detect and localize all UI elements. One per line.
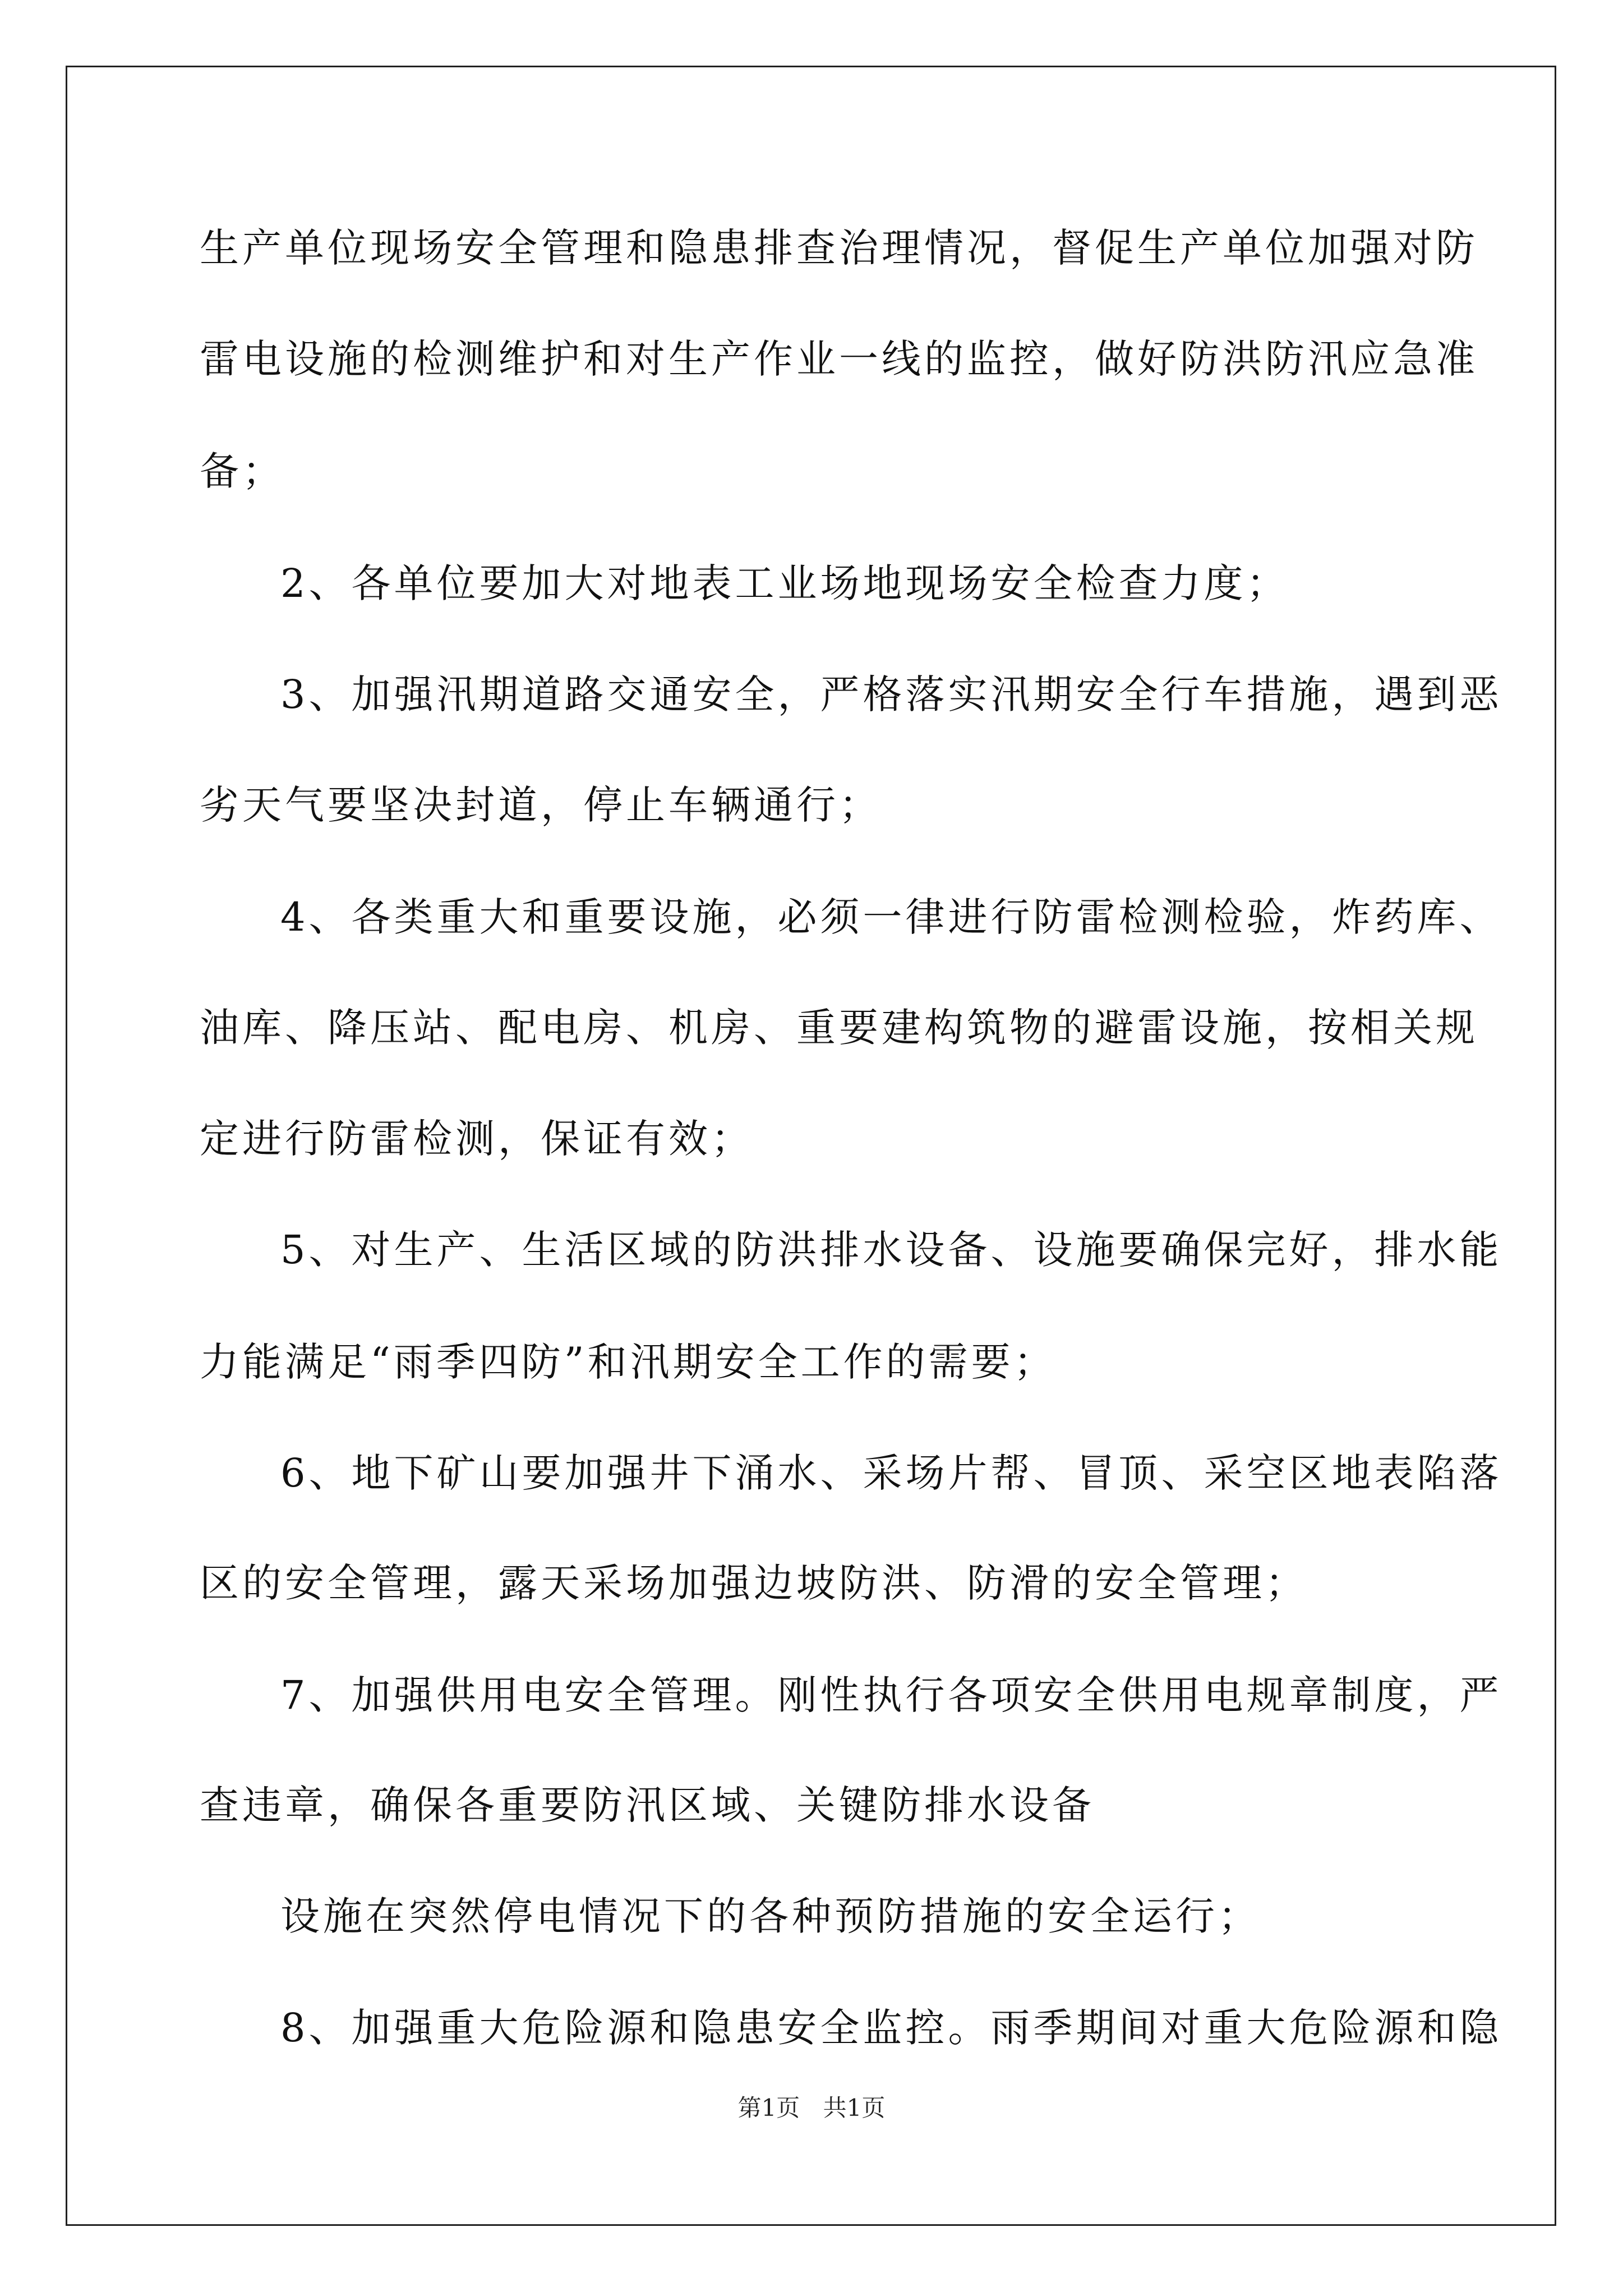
- text-line-9: 定进行防雷检测，保证有效；: [200, 1116, 754, 1162]
- text-line-17: 8、加强重大危险源和隐患安全监控。雨季期间对重大危险源和隐: [280, 2005, 1502, 2051]
- text-line-7: 4、各类重大和重要设施，必须一律进行防雷检测检验，炸药库、: [280, 894, 1502, 940]
- text-line-8: 油库、降压站、配电房、机房、重要建构筑物的避雷设施，按相关规: [200, 1005, 1478, 1051]
- text-line-2: 雷电设施的检测维护和对生产作业一线的监控，做好防洪防汛应急准: [200, 336, 1478, 382]
- text-line-5: 3、加强汛期道路交通安全，严格落实汛期安全行车措施，遇到恶: [280, 671, 1502, 717]
- text-line-4: 2、各单位要加大对地表工业场地现场安全检查力度；: [280, 560, 1289, 606]
- text-line-14: 7、加强供用电安全管理。刚性执行各项安全供用电规章制度，严: [280, 1672, 1502, 1718]
- text-line-11: 力能满足“雨季四防”和汛期安全工作的需要；: [200, 1339, 1057, 1385]
- text-line-16: 设施在突然停电情况下的各种预防措施的安全运行；: [280, 1893, 1261, 1939]
- text-line-15: 查违章，确保各重要防汛区域、关键防排水设备: [200, 1782, 1095, 1828]
- text-line-10: 5、对生产、生活区域的防洪排水设备、设施要确保完好，排水能: [280, 1227, 1502, 1273]
- text-line-1: 生产单位现场安全管理和隐患排查治理情况，督促生产单位加强对防: [200, 225, 1478, 271]
- text-line-6: 劣天气要坚决封道，停止车辆通行；: [200, 782, 882, 828]
- page-number-total: 共1页: [823, 2094, 886, 2122]
- text-line-3: 备；: [200, 448, 285, 494]
- page-footer: [0, 2091, 1623, 2125]
- page-number-current: 第1页: [737, 2094, 800, 2122]
- text-line-13: 区的安全管理，露天采场加强边坡防洪、防滑的安全管理；: [200, 1560, 1308, 1606]
- text-line-12: 6、地下矿山要加强井下涌水、采场片帮、冒顶、采空区地表陷落: [280, 1450, 1502, 1496]
